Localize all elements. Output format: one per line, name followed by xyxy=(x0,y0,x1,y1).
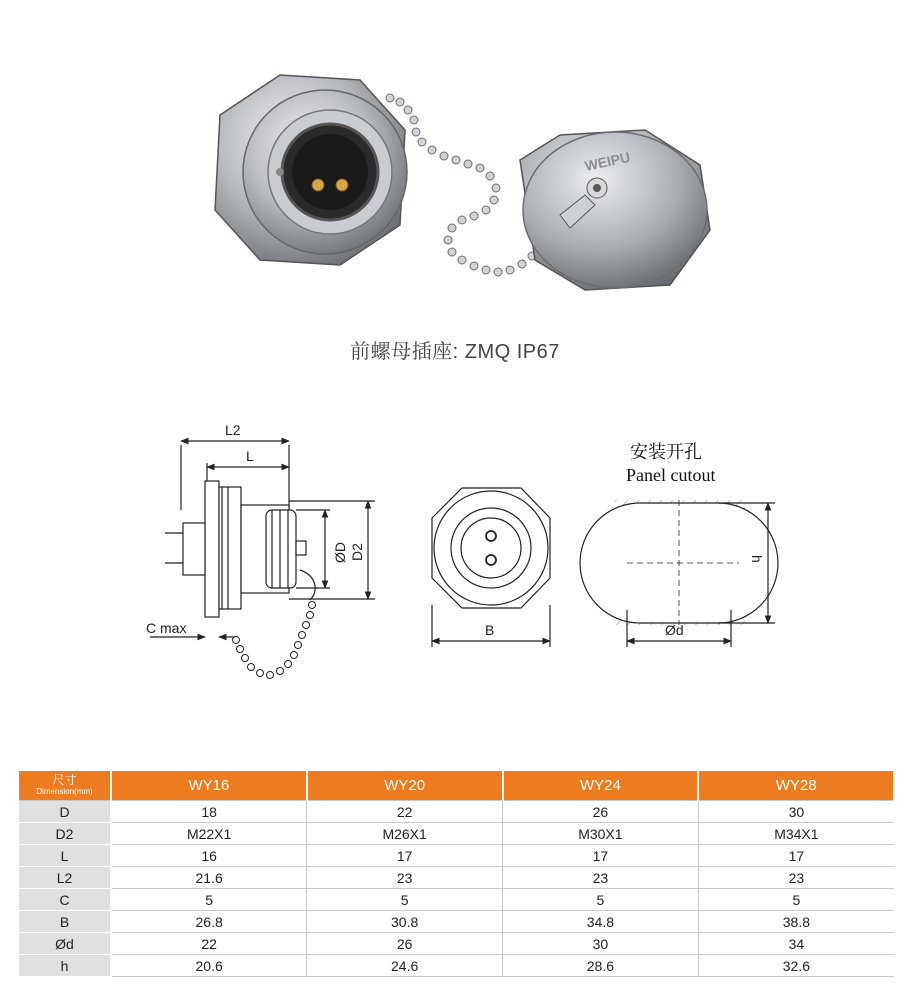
table-cell: 5 xyxy=(503,889,699,911)
label-l: L xyxy=(246,448,254,464)
table-cell: 34 xyxy=(698,933,894,955)
label-c-max: C max xyxy=(146,620,187,636)
dimension-table xyxy=(19,771,895,977)
corner-label-en: Dimension(mm) xyxy=(36,787,93,796)
table-cell: 30.8 xyxy=(307,911,503,933)
row-label: h xyxy=(19,955,111,977)
label-b: B xyxy=(485,622,495,638)
panel-cutout-title-en: Panel cutout xyxy=(626,465,716,485)
table-row xyxy=(19,933,894,955)
table-cell: 20.6 xyxy=(111,955,307,977)
table-cell: 5 xyxy=(111,889,307,911)
table-header-row xyxy=(19,771,894,801)
table-cell: 23 xyxy=(503,867,699,889)
table-cell: 26.8 xyxy=(111,911,307,933)
table-cell: 38.8 xyxy=(698,911,894,933)
column-header: WY20 xyxy=(307,771,503,801)
column-header: WY24 xyxy=(503,771,699,801)
row-label: L2 xyxy=(19,867,111,889)
table-cell: 30 xyxy=(503,933,699,955)
table-cell: 26 xyxy=(307,933,503,955)
table-row xyxy=(19,867,894,889)
drawing-chain xyxy=(233,602,316,679)
table-row xyxy=(19,823,894,845)
column-header: WY16 xyxy=(111,771,307,801)
label-d2: D2 xyxy=(349,543,365,561)
table-cell: 17 xyxy=(307,845,503,867)
table-cell: 26 xyxy=(503,801,699,823)
table-corner-cell xyxy=(19,771,111,801)
table-row xyxy=(19,845,894,867)
table-cell: 23 xyxy=(307,867,503,889)
table-cell: 28.6 xyxy=(503,955,699,977)
table-cell: 21.6 xyxy=(111,867,307,889)
table-row xyxy=(19,955,894,977)
column-header: WY28 xyxy=(698,771,894,801)
brand-mark: WEIPU xyxy=(583,148,632,174)
table-cell: 22 xyxy=(111,933,307,955)
table-cell: 22 xyxy=(307,801,503,823)
table-cell: 18 xyxy=(111,801,307,823)
table-cell: 32.6 xyxy=(698,955,894,977)
row-label: B xyxy=(19,911,111,933)
table-cell: M26X1 xyxy=(307,823,503,845)
side-view xyxy=(150,441,375,637)
row-label: D xyxy=(19,801,111,823)
table-cell: 5 xyxy=(307,889,503,911)
dust-cap xyxy=(520,130,710,290)
row-label: Ød xyxy=(19,933,111,955)
row-label: L xyxy=(19,845,111,867)
technical-drawings xyxy=(0,415,910,700)
table-row xyxy=(19,801,894,823)
table-row xyxy=(19,889,894,911)
label-l2: L2 xyxy=(225,422,241,438)
corner-label-zh: 尺寸 xyxy=(52,773,77,787)
table-cell: 5 xyxy=(698,889,894,911)
table-cell: 30 xyxy=(698,801,894,823)
row-label: C xyxy=(19,889,111,911)
table-cell: 17 xyxy=(503,845,699,867)
table-cell: M30X1 xyxy=(503,823,699,845)
socket-body xyxy=(215,75,407,265)
table-cell: 24.6 xyxy=(307,955,503,977)
product-photo xyxy=(190,60,730,310)
label-h: h xyxy=(749,555,765,563)
label-phi-d-lower: Ød xyxy=(665,622,684,638)
table-cell: M22X1 xyxy=(111,823,307,845)
panel-cutout-title-zh: 安装开孔 xyxy=(630,442,702,463)
row-label: D2 xyxy=(19,823,111,845)
product-caption: 前螺母插座: ZMQ IP67 xyxy=(350,341,560,363)
table-cell: 23 xyxy=(698,867,894,889)
table-cell: 16 xyxy=(111,845,307,867)
table-cell: 17 xyxy=(698,845,894,867)
table-cell: M34X1 xyxy=(698,823,894,845)
table-row xyxy=(19,911,894,933)
label-phi-d-upper: ØD xyxy=(332,542,348,563)
table-cell: 34.8 xyxy=(503,911,699,933)
